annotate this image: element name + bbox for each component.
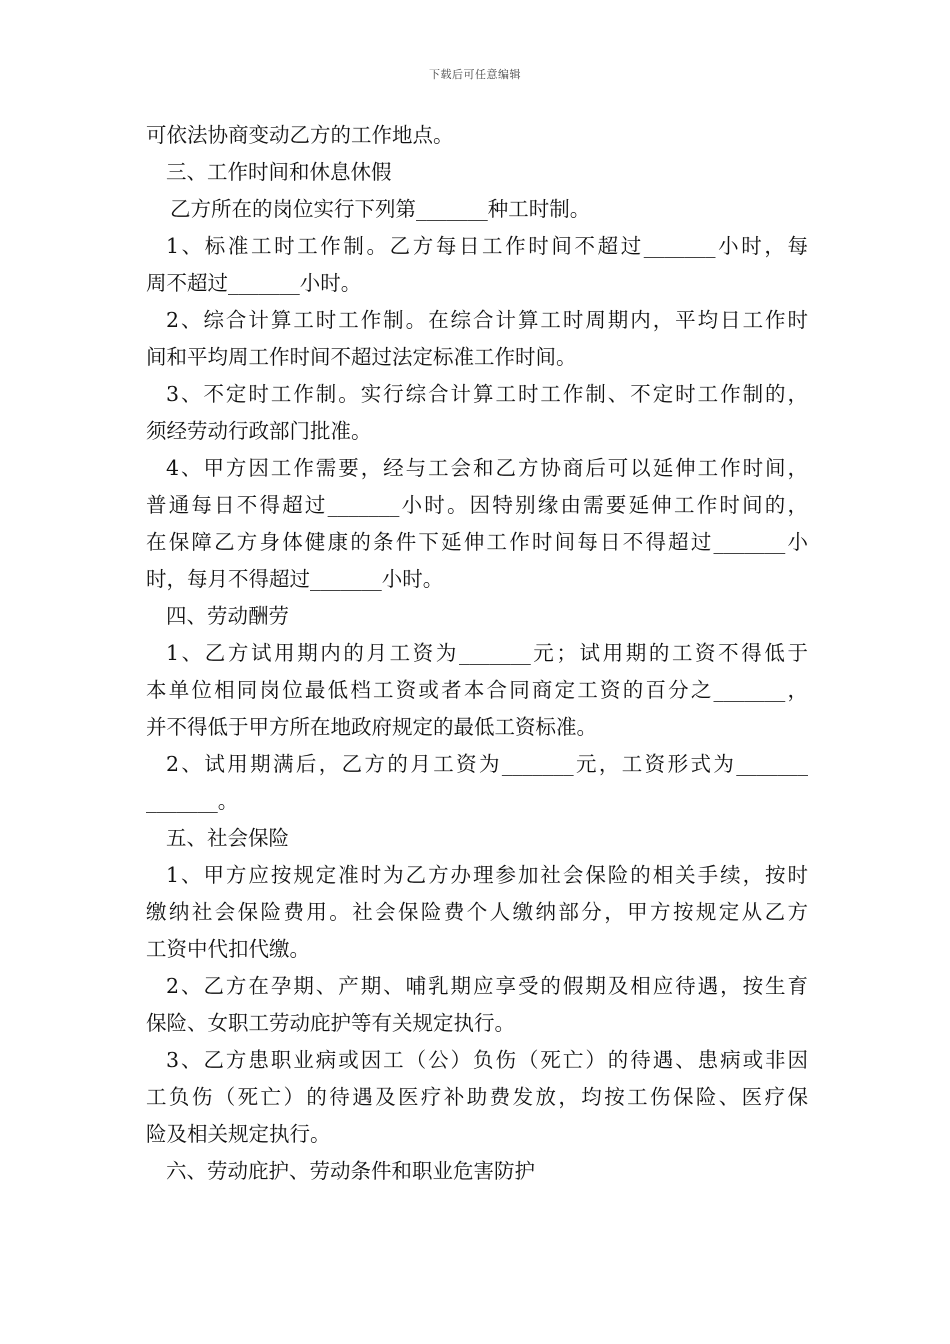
section-heading: 三、工作时间和休息休假 [166,160,392,184]
text-line: 3、不定时工作制。实行综合计算工时工作制、不定时工作制的， [166,382,808,406]
page-header: 下载后可任意编辑 [429,68,521,81]
text-line: 本单位相同岗位最低档工资或者本合同商定工资的百分之_______， [146,678,808,702]
text-line: 在保障乙方身体健康的条件下延伸工作时间每日不得超过_______小 [146,530,808,554]
section-heading: 五、社会保险 [166,826,289,850]
text-line: 须经劳动行政部门批准。 [146,419,372,443]
text-line: 并不得低于甲方所在地政府规定的最低工资标准。 [146,715,597,739]
text-line: _______。 [146,789,239,813]
text-line: 保险、女职工劳动庇护等有关规定执行。 [146,1011,515,1035]
text-line: 4、甲方因工作需要，经与工会和乙方协商后可以延伸工作时间， [166,456,808,480]
text-line: 1、甲方应按规定准时为乙方办理参加社会保险的相关手续，按时 [166,863,808,887]
text-line: 2、综合计算工时工作制。在综合计算工时周期内，平均日工作时 [166,308,808,332]
text-line: 可依法协商变动乙方的工作地点。 [146,123,454,147]
text-line: 间和平均周工作时间不超过法定标准工作时间。 [146,345,577,369]
text-line: 2、试用期满后，乙方的月工资为_______元，工资形式为_______ [166,752,808,776]
text-line: 乙方所在的岗位实行下列第_______种工时制。 [170,197,591,221]
text-line: 3、乙方患职业病或因工（公）负伤（死亡）的待遇、患病或非因 [166,1048,808,1072]
text-line: 工负伤（死亡）的待遇及医疗补助费发放，均按工伤保险、医疗保 [146,1085,808,1109]
text-line: 普通每日不得超过_______小时。因特别缘由需要延伸工作时间的， [146,493,808,517]
text-line: 缴纳社会保险费用。社会保险费个人缴纳部分，甲方按规定从乙方 [146,900,808,924]
text-line: 周不超过_______小时。 [146,271,362,295]
text-line: 1、乙方试用期内的月工资为_______元；试用期的工资不得低于 [166,641,808,665]
document-body [146,117,808,1190]
text-line: 1、标准工时工作制。乙方每日工作时间不超过_______小时，每 [166,234,808,258]
text-line: 时，每月不得超过_______小时。 [146,567,444,591]
section-heading: 四、劳动酬劳 [166,604,289,628]
text-line: 2、乙方在孕期、产期、哺乳期应享受的假期及相应待遇，按生育 [166,974,808,998]
text-line: 险及相关规定执行。 [146,1122,331,1146]
text-line: 工资中代扣代缴。 [146,937,310,961]
section-heading: 六、劳动庇护、劳动条件和职业危害防护 [166,1159,535,1183]
